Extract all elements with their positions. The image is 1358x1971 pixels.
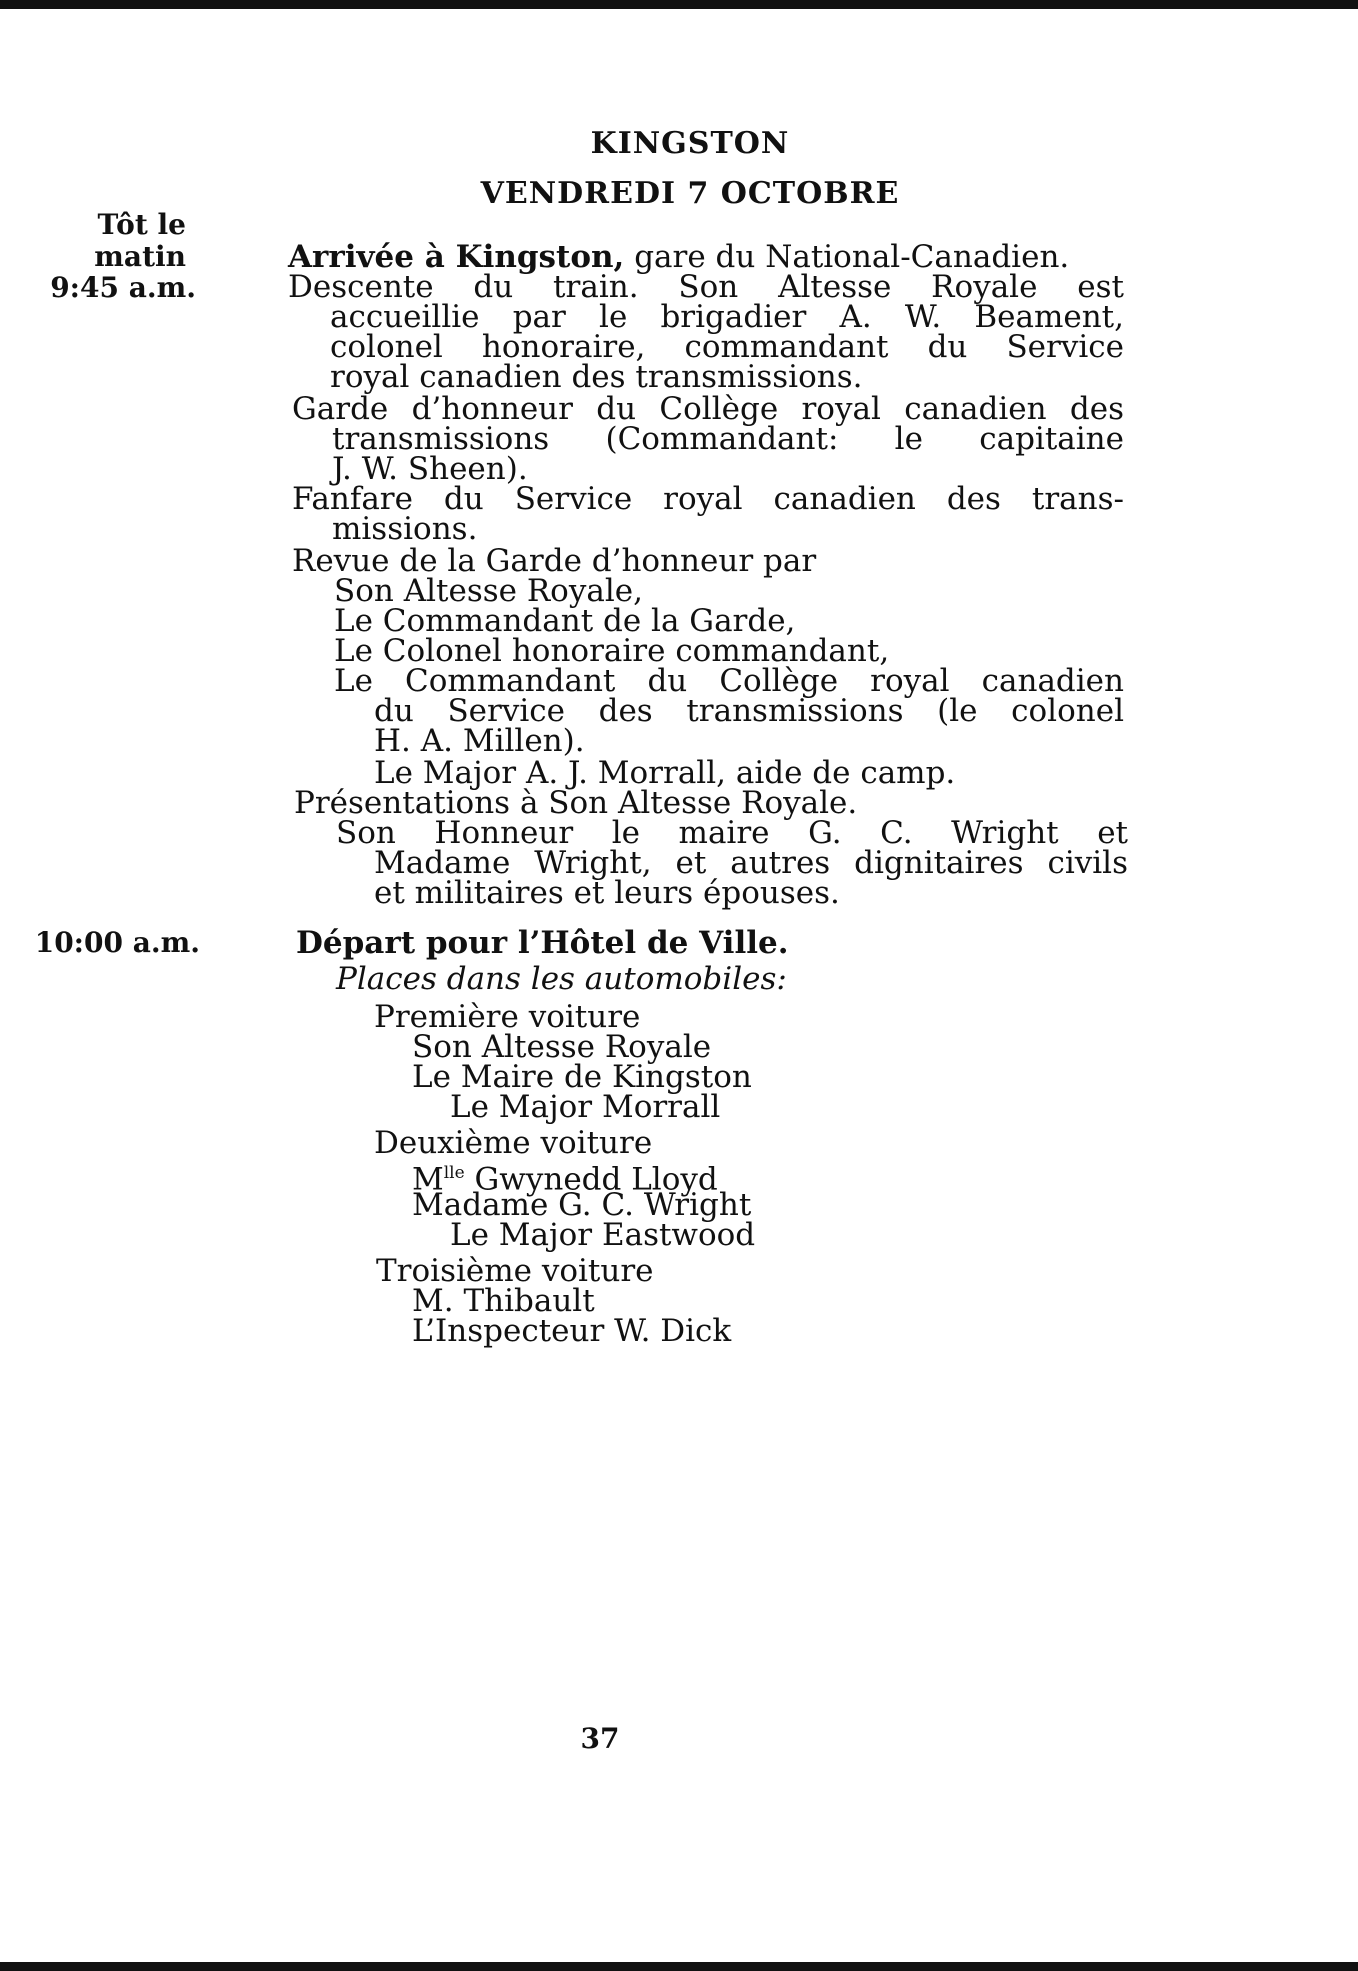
passenger: Son Altesse Royale bbox=[412, 1029, 712, 1065]
program-line: royal canadien des transmissions. bbox=[330, 359, 863, 395]
arrival-rest: gare du National-Canadien. bbox=[624, 239, 1070, 275]
page-top-edge bbox=[0, 0, 1358, 9]
arrival-bold: Arrivée à Kingston, bbox=[288, 239, 625, 275]
program-line: Présentations à Son Altesse Royale. bbox=[294, 785, 858, 821]
time-early-line2: matin bbox=[94, 240, 186, 273]
departure-title: Départ pour l’Hôtel de Ville. bbox=[296, 925, 789, 961]
time-1000: 10:00 a.m. bbox=[34, 926, 200, 959]
program-line: Son Altesse Royale, bbox=[334, 573, 643, 609]
passenger: Le Maire de Kingston bbox=[412, 1059, 752, 1095]
car-heading: Troisième voiture bbox=[376, 1253, 654, 1289]
program-line: Fanfare du Service royal canadien des trans- bbox=[292, 481, 1124, 517]
passenger-title: M bbox=[412, 1161, 444, 1198]
place-heading: KINGSTON bbox=[590, 126, 790, 161]
program-line: et militaires et leurs épouses. bbox=[374, 875, 840, 911]
program-line: H. A. Millen). bbox=[374, 723, 585, 759]
date-heading: VENDREDI 7 OCTOBRE bbox=[480, 176, 900, 211]
program-line: Garde d’honneur du Collège royal canadien des bbox=[292, 391, 1124, 427]
program-line: Le Colonel honoraire commandant, bbox=[334, 633, 890, 669]
program-line: Son Honneur le maire G. C. Wright et bbox=[336, 815, 1128, 851]
passenger: L’Inspecteur W. Dick bbox=[412, 1313, 732, 1349]
car-heading: Deuxième voiture bbox=[374, 1125, 653, 1161]
passenger-name: Gwynedd Lloyd bbox=[464, 1161, 718, 1198]
time-945: 9:45 a.m. bbox=[50, 271, 196, 304]
program-line: Madame Wright, et autres dignitaires civils bbox=[374, 845, 1128, 881]
program-line: Le Commandant du Collège royal canadien bbox=[334, 663, 1124, 699]
passenger: Madame G. C. Wright bbox=[412, 1187, 752, 1223]
places-heading: Places dans les automobiles: bbox=[336, 961, 787, 997]
page-bottom-edge bbox=[0, 1962, 1358, 1971]
passenger: Le Major Morrall bbox=[450, 1089, 721, 1125]
time-early-line1: Tôt le bbox=[97, 208, 186, 241]
program-line: accueillie par le brigadier A. W. Beament, bbox=[330, 299, 1124, 335]
passenger: Le Major Eastwood bbox=[450, 1217, 756, 1253]
page-number: 37 bbox=[580, 1722, 620, 1755]
program-line: J. W. Sheen). bbox=[332, 451, 528, 487]
passenger: M. Thibault bbox=[412, 1283, 595, 1319]
program-line: Le Commandant de la Garde, bbox=[334, 603, 796, 639]
program-line: Descente du train. Son Altesse Royale est bbox=[288, 269, 1124, 305]
car-heading: Première voiture bbox=[374, 999, 641, 1035]
program-line: colonel honoraire, commandant du Service bbox=[330, 329, 1124, 365]
program-line: transmissions (Commandant: le capitaine bbox=[332, 421, 1124, 457]
program-line: Le Major A. J. Morrall, aide de camp. bbox=[374, 755, 956, 791]
program-line: missions. bbox=[332, 511, 478, 547]
program-line: du Service des transmissions (le colonel bbox=[374, 693, 1124, 729]
passenger-title-sup: lle bbox=[443, 1163, 465, 1183]
program-line: Revue de la Garde d’honneur par bbox=[292, 543, 817, 579]
